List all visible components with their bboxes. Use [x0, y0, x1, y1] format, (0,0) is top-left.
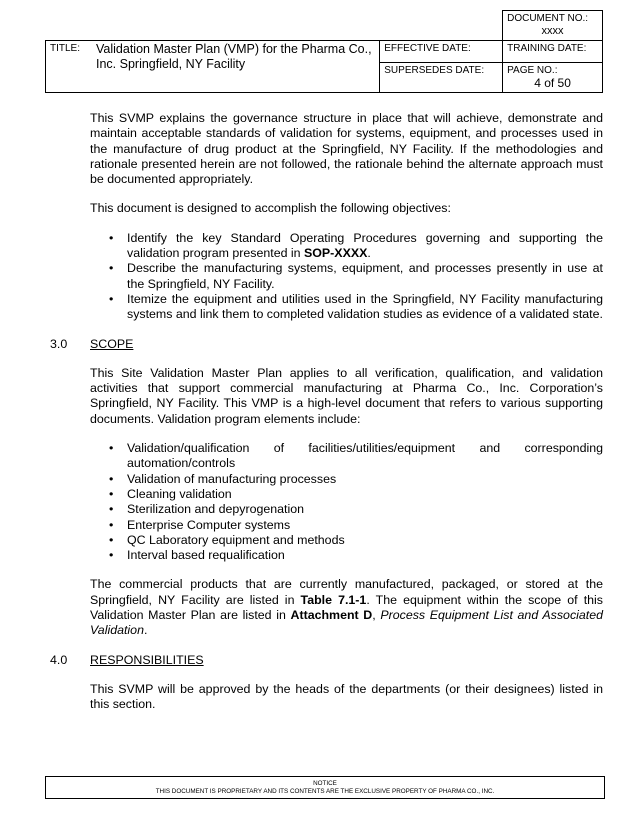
- list-item: • QC Laboratory equipment and methods: [127, 533, 603, 548]
- document-body: [50, 111, 603, 713]
- list-item: • Validation of manufacturing processes: [127, 472, 603, 487]
- attachment-title: Process Equipment List and Associated Validation: [90, 608, 604, 638]
- document-no-value: xxxx: [541, 25, 564, 37]
- training-date-cell: [503, 41, 603, 63]
- program-elements-list: [50, 441, 603, 563]
- document-header: [45, 10, 603, 93]
- page-no-cell: [503, 63, 603, 93]
- document-no-cell: [503, 11, 603, 41]
- section-heading-scope: [50, 337, 603, 352]
- list-item: • Validation/qualification of facilities/utilities/equipment and corresponding automation/controls: [127, 441, 603, 472]
- effective-date-label: EFFECTIVE DATE:: [384, 43, 471, 54]
- responsibilities-paragraph: This SVMP will be approved by the heads of the departments (or their designees) listed in this section.: [90, 681, 603, 712]
- products-paragraph: The commercial products that are currently manufactured, packaged, or stored at the Springfield, NY Facility are listed in Table 7.1-1. The equipment within the scope of this Validation Master Plan are listed in Attachment D, Process Equipment List and Associated Validation.: [90, 577, 604, 638]
- supersedes-date-label: SUPERSEDES DATE:: [384, 65, 485, 76]
- table-reference: Table 7.1-1: [300, 592, 367, 607]
- list-item: • Interval based requalification: [127, 548, 603, 563]
- section-number: 3.0: [50, 336, 68, 351]
- section-heading-responsibilities: [50, 653, 603, 668]
- section-title: SCOPE: [90, 336, 134, 351]
- title-label: TITLE:: [50, 43, 81, 54]
- training-date-label: TRAINING DATE:: [507, 43, 587, 54]
- document-title: Validation Master Plan (VMP) for the Pharma Co., Inc. Springfield, NY Facility: [96, 42, 372, 71]
- page-no-label: PAGE NO.:: [507, 65, 558, 76]
- objectives-list: [50, 231, 603, 323]
- list-item: • Itemize the equipment and utilities used in the Springfield, NY Facility manufacturing systems and link them to completed validation studies as evidence of a validated state.: [127, 292, 603, 323]
- intro-paragraph: This SVMP explains the governance structure in place that will achieve, demonstrate and maintain acceptable standards of validation for systems, equipment, and processes used in the manufacture of drug product at the Springfield, NY Facility. If the methodologies and rationale presented herein are not followed, the rationale behind the alternate approach must be documented appropriately.: [90, 111, 603, 187]
- sop-reference: SOP-XXXX: [304, 246, 368, 261]
- document-no-label: DOCUMENT NO.:: [507, 13, 589, 24]
- objectives-intro: This document is designed to accomplish the following objectives:: [90, 201, 451, 216]
- list-item: • Cleaning validation: [127, 487, 603, 502]
- footer-notice: [45, 776, 605, 799]
- list-item: • Enterprise Computer systems: [127, 518, 603, 533]
- section-title: RESPONSIBILITIES: [90, 652, 204, 667]
- notice-text: THIS DOCUMENT IS PROPRIETARY AND ITS CONTENTS ARE THE EXCLUSIVE PROPERTY OF PHARMA CO., INC.: [155, 788, 495, 795]
- title-cell: [46, 41, 380, 93]
- notice-heading: NOTICE: [313, 780, 337, 787]
- supersedes-date-cell: [380, 63, 503, 93]
- page-no-value: 4 of 50: [534, 76, 571, 90]
- list-item: • Sterilization and depyrogenation: [127, 502, 603, 517]
- scope-paragraph: This Site Validation Master Plan applies to all verification, qualification, and validation activities that support commercial manufacturing at Pharma Co., Inc. Corporation’s Springfield, NY Facility. This VMP is a high-level document that refers to various supporting documents. Validation program elements include:: [90, 365, 603, 426]
- list-item: • Identify the key Standard Operating Procedures governing and supporting the validation program presented in SOP-XXXX.: [127, 231, 603, 262]
- section-number: 4.0: [50, 652, 68, 667]
- attachment-reference: Attachment D: [290, 608, 373, 623]
- list-item: • Describe the manufacturing systems, equipment, and processes presently in use at the Springfield, NY Facility.: [127, 261, 603, 292]
- effective-date-cell: [380, 41, 503, 63]
